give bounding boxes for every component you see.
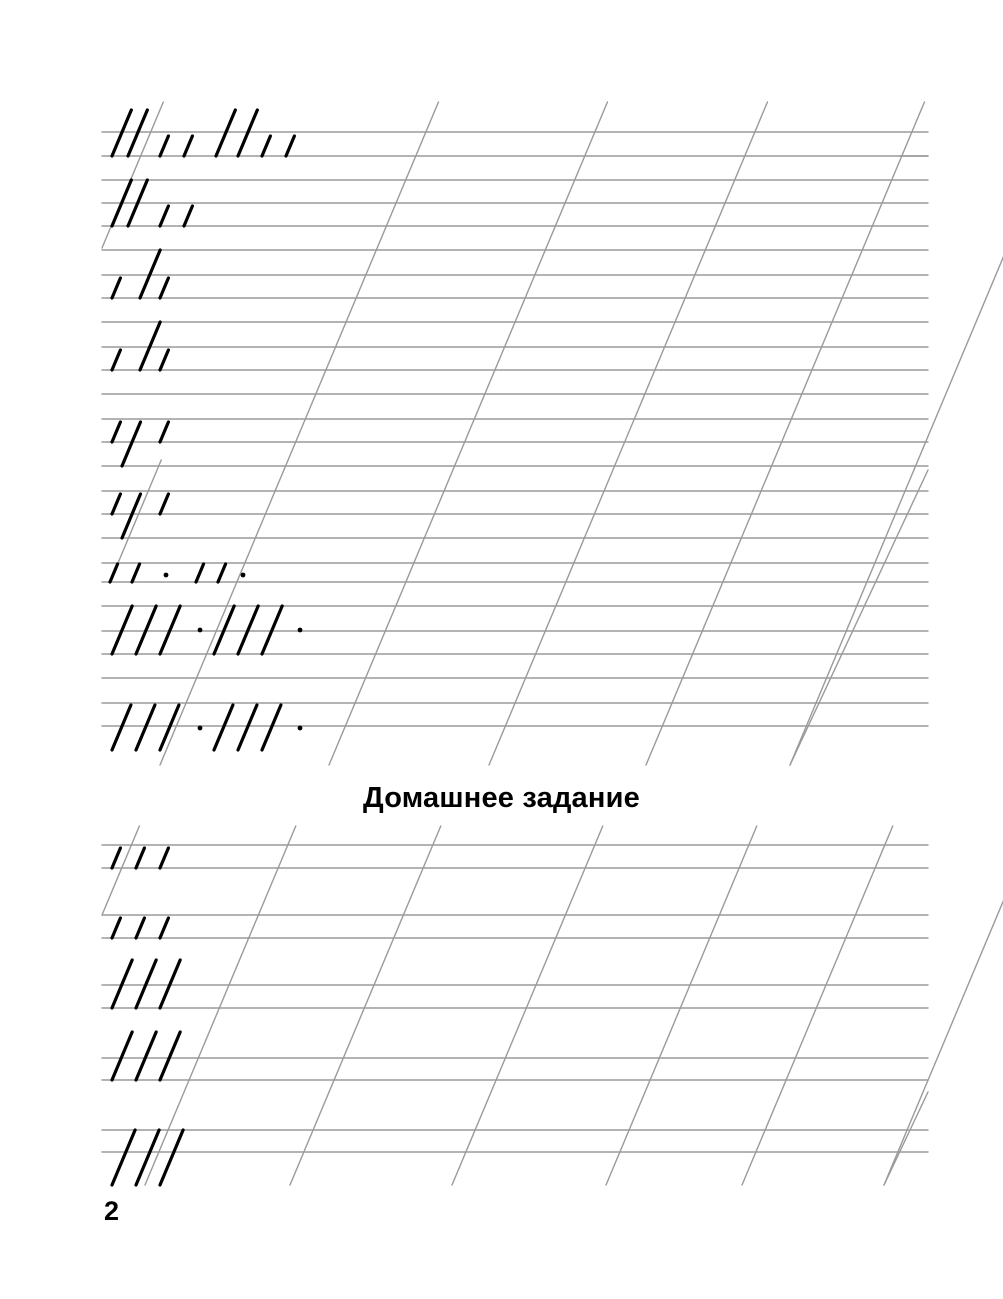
dot-mark (198, 628, 203, 633)
stroke-mark (160, 494, 168, 514)
stroke-mark (140, 250, 160, 298)
stroke-mark (136, 606, 156, 654)
stroke-mark (160, 1130, 183, 1185)
stroke-mark (160, 960, 180, 1008)
stroke-mark (238, 110, 257, 156)
stroke-mark (184, 206, 192, 226)
stroke-mark (262, 705, 281, 750)
stroke-mark (112, 494, 120, 514)
stroke-mark (160, 278, 168, 298)
stroke-mark (160, 136, 168, 156)
dot-mark (198, 726, 203, 731)
stroke-mark (286, 136, 294, 156)
slant-guide (290, 826, 441, 1185)
stroke-mark (112, 606, 132, 654)
stroke-mark (122, 422, 140, 466)
stroke-mark (112, 422, 120, 442)
stroke-mark (136, 1130, 159, 1185)
stroke-mark (112, 1032, 132, 1080)
stroke-mark (196, 564, 204, 582)
homework-title: Домашнее задание (363, 782, 640, 814)
page-number: 2 (104, 1196, 120, 1226)
slant-guide (884, 1092, 928, 1185)
stroke-mark (112, 848, 120, 868)
sample-strokes (110, 110, 302, 1185)
slant-guide (160, 102, 438, 765)
stroke-mark (136, 960, 156, 1008)
slant-guide (884, 826, 1003, 1185)
stroke-mark (132, 564, 140, 582)
dot-mark (298, 726, 303, 731)
stroke-mark (160, 848, 168, 868)
slant-guide (790, 102, 1003, 765)
stroke-mark (112, 1130, 135, 1185)
stroke-mark (218, 564, 226, 582)
stroke-mark (184, 136, 192, 156)
stroke-mark (112, 278, 120, 298)
stroke-mark (160, 422, 168, 442)
stroke-mark (140, 322, 160, 370)
stroke-mark (136, 918, 144, 938)
slant-guide (646, 102, 924, 765)
stroke-mark (112, 705, 131, 750)
stroke-mark (262, 606, 282, 654)
stroke-mark (136, 848, 144, 868)
dot-mark (298, 628, 303, 633)
slant-guide (102, 826, 139, 915)
slant-guide (742, 826, 893, 1185)
stroke-mark (136, 1032, 156, 1080)
stroke-mark (128, 110, 147, 156)
stroke-mark (110, 564, 118, 582)
stroke-mark (112, 350, 120, 370)
stroke-mark (160, 206, 168, 226)
stroke-mark (136, 705, 155, 750)
stroke-mark (216, 110, 235, 156)
stroke-mark (112, 960, 132, 1008)
stroke-mark (160, 606, 180, 654)
stroke-mark (112, 918, 120, 938)
stroke-mark (160, 918, 168, 938)
stroke-mark (214, 705, 233, 750)
stroke-mark (160, 350, 168, 370)
dot-mark (241, 573, 246, 578)
slant-guide (329, 102, 607, 765)
stroke-mark (112, 110, 131, 156)
stroke-mark (238, 705, 257, 750)
stroke-mark (262, 136, 270, 156)
stroke-mark (160, 1032, 180, 1080)
slant-guide (489, 102, 767, 765)
slant-guide (452, 826, 603, 1185)
slant-guide-lines (102, 102, 1003, 1185)
stroke-mark (238, 606, 258, 654)
dot-mark (164, 573, 169, 578)
ruling-lines (102, 132, 928, 1152)
slant-guide (145, 826, 296, 1185)
slant-guide (606, 826, 757, 1185)
